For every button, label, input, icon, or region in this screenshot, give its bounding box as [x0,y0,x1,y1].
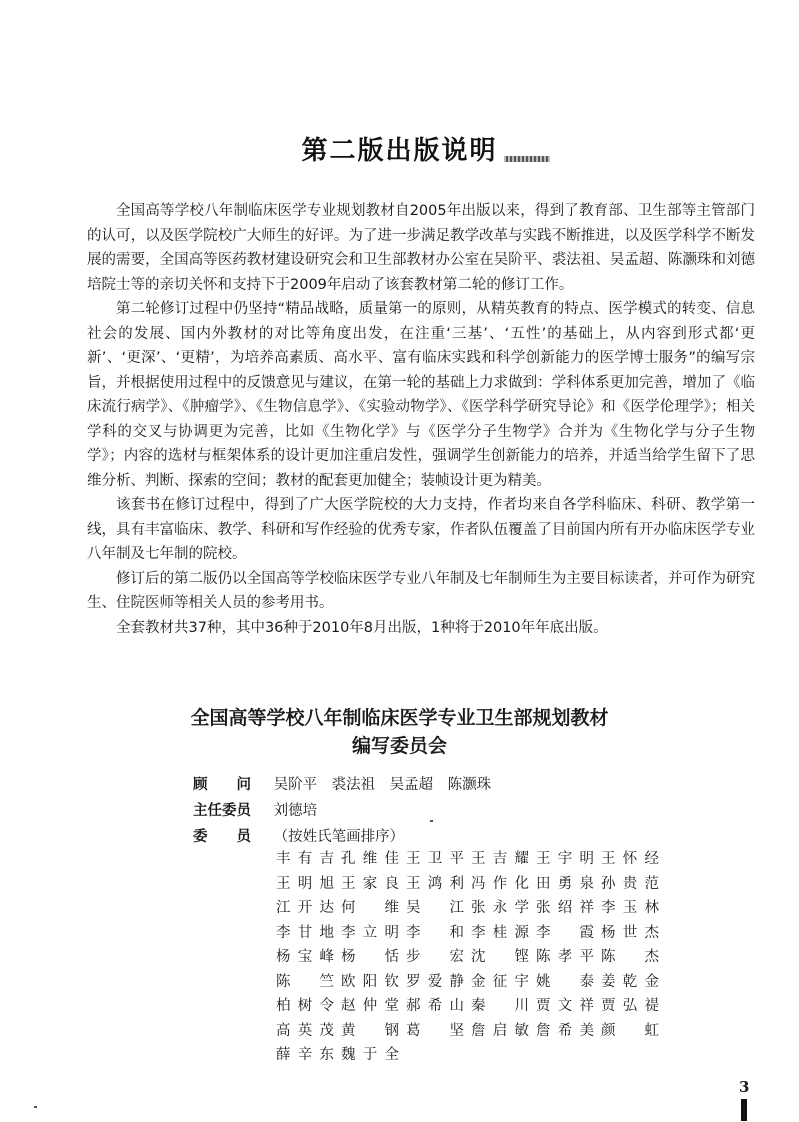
member-name: 欧阳钦 [341,973,399,990]
member-name: 李霞 [536,924,594,941]
members-row [193,825,404,846]
member-name: 杨世杰 [601,924,659,941]
member-name: 王吉耀 [471,851,529,867]
chair-label: 主任委员 [193,803,251,819]
page-title: 第二版出版说明 [0,130,799,167]
member-name: 陈孝平 [536,949,594,965]
committee-title-line2: 编写委员会 [351,735,447,757]
member-name: 贾弘禔 [601,998,659,1014]
members-label: 委 员 [193,829,251,845]
member-name: 李和 [406,924,464,941]
member-name: 詹启敏 [471,1022,529,1039]
member-name: 陈杰 [601,949,659,965]
paragraph-1: 全国高等学校八年制临床医学专业规划教材自2005年出版以来，得到了教育部、卫生部等主管部门的认可，以及医学院校广大师生的好评。为了进一步满足教学改革与实践不断推进，以及医学科学不断发展的需要，全国高等医药教材建设研究会和卫生部教材办公室在吴阶平、裘法祖、吴孟超、陈灏珠和刘德培院士等的亲切关怀和支持下于2009年启动了该套教材第二轮的修订工作。 [87,203,755,293]
paragraph-4: 修订后的第二版仍以全国高等学校临床医学专业八年制及七年制师生为主要目标读者，并可作为研究生、住院医师等相关人员的参考用书。 [87,570,755,611]
committee-title-line1: 全国高等学校八年制临床医学专业卫生部规划教材 [190,707,609,729]
member-name: 葛坚 [406,1022,464,1039]
member-name: 吴江 [406,900,464,916]
member-name: 田勇泉 [536,875,594,892]
member-name: 王卫平 [406,851,464,867]
member-name: 金征宇 [471,973,529,990]
member-name: 姜乾金 [601,973,659,990]
member-name: 陈竺 [276,973,334,990]
member-name: 詹希美 [536,1022,594,1039]
member-name: 王怀经 [601,851,659,867]
member-name: 李玉林 [601,900,659,916]
member-name: 丰有吉 [276,851,334,867]
member-name: 姚泰 [536,973,594,990]
member-name: 黄钢 [341,1022,399,1039]
member-name: 江开达 [276,900,334,916]
member-name: 王宇明 [536,851,594,867]
page-edge-marker [741,1099,747,1121]
member-name: 高英茂 [276,1022,334,1039]
advisors-label: 顾 问 [193,777,251,793]
member-name: 秦川 [471,998,529,1014]
member-name: 颜虹 [601,1022,659,1039]
member-name: 步宏 [406,949,464,965]
member-name: 王明旭 [276,875,334,892]
member-name: 罗爱静 [406,973,464,990]
advisors-row [193,773,491,794]
member-name: 杨宝峰 [276,949,334,965]
member-name: 冯作化 [471,875,529,892]
advisors-names: 吴阶平 裘法祖 吴孟超 陈灏珠 [273,777,492,793]
member-name: 李甘地 [276,924,334,941]
member-name: 沈铿 [471,949,529,965]
paragraph-2: 第二轮修订过程中仍坚持“精品战略，质量第一的原则，从精英教育的特点、医学模式的转变、信息社会的发展、国内外教材的对比等角度出发，在注重‘三基’、‘五性’的基础上，从内容到形式都‘更新’、‘更深’、‘更精’，为培养高素质、高水平、富有临床实践和科学创新能力的医学博士服务”的编写宗旨，并根据使用过程中的反馈意见与建议，在第一轮的基础上力求做到：学科体系更加完善，增加了《临床流行病学》、《肿瘤学》、《生物信息学》、《实验动物学》、《医学科学研究导论》和《医学伦理学》；相关学科的交叉与协调更为完善，比如《生物化学》与《医学分子生物学》合并为《生物化学与分子生物学》；内容的选材与框架体系的设计更加注重启发性，强调学生创新能力的培养，并适当给学生留下了思维分析、判断、探索的空间；教材的配套更加健全；装帧设计更为精美。 [87,301,755,489]
paragraph-5: 全套教材共37种，其中36种于2010年8月出版，1种将于2010年年底出版。 [116,619,608,636]
member-name: 薛辛东 [276,1047,334,1063]
member-name: 何维 [341,900,399,916]
scan-speck [34,1106,37,1108]
member-name: 张绍祥 [536,900,594,916]
paragraph-3: 该套书在修订过程中，得到了广大医学院校的大力支持，作者均来自各学科临床、科研、教学第一线，具有丰富临床、教学、科研和写作经验的优秀专家，作者队伍覆盖了目前国内所有开办临床医学专业八年制及七年制的院校。 [87,497,755,562]
member-name: 杨恬 [341,949,399,965]
members-note: （按姓氏笔画排序） [273,829,405,845]
page-number: 3 [739,1078,750,1096]
page-heading [0,130,799,164]
member-name: 赵仲堂 [341,998,399,1014]
members-list [276,850,676,1065]
member-name: 张永学 [471,900,529,916]
chair-name: 刘德培 [273,803,318,819]
scan-speck [430,820,433,822]
member-name: 柏树令 [276,998,334,1014]
member-name: 孔维佳 [341,851,399,867]
member-name: 李桂源 [471,924,529,941]
member-name: 郝希山 [406,998,464,1014]
member-name: 王家良 [341,875,399,892]
member-name: 王鸿利 [406,875,464,892]
chair-row [193,799,317,820]
member-name: 李立明 [341,924,399,941]
preface-body [87,199,755,640]
member-name: 魏于全 [341,1047,399,1063]
member-name: 贾文祥 [536,998,594,1014]
member-name: 孙贵范 [601,875,659,892]
